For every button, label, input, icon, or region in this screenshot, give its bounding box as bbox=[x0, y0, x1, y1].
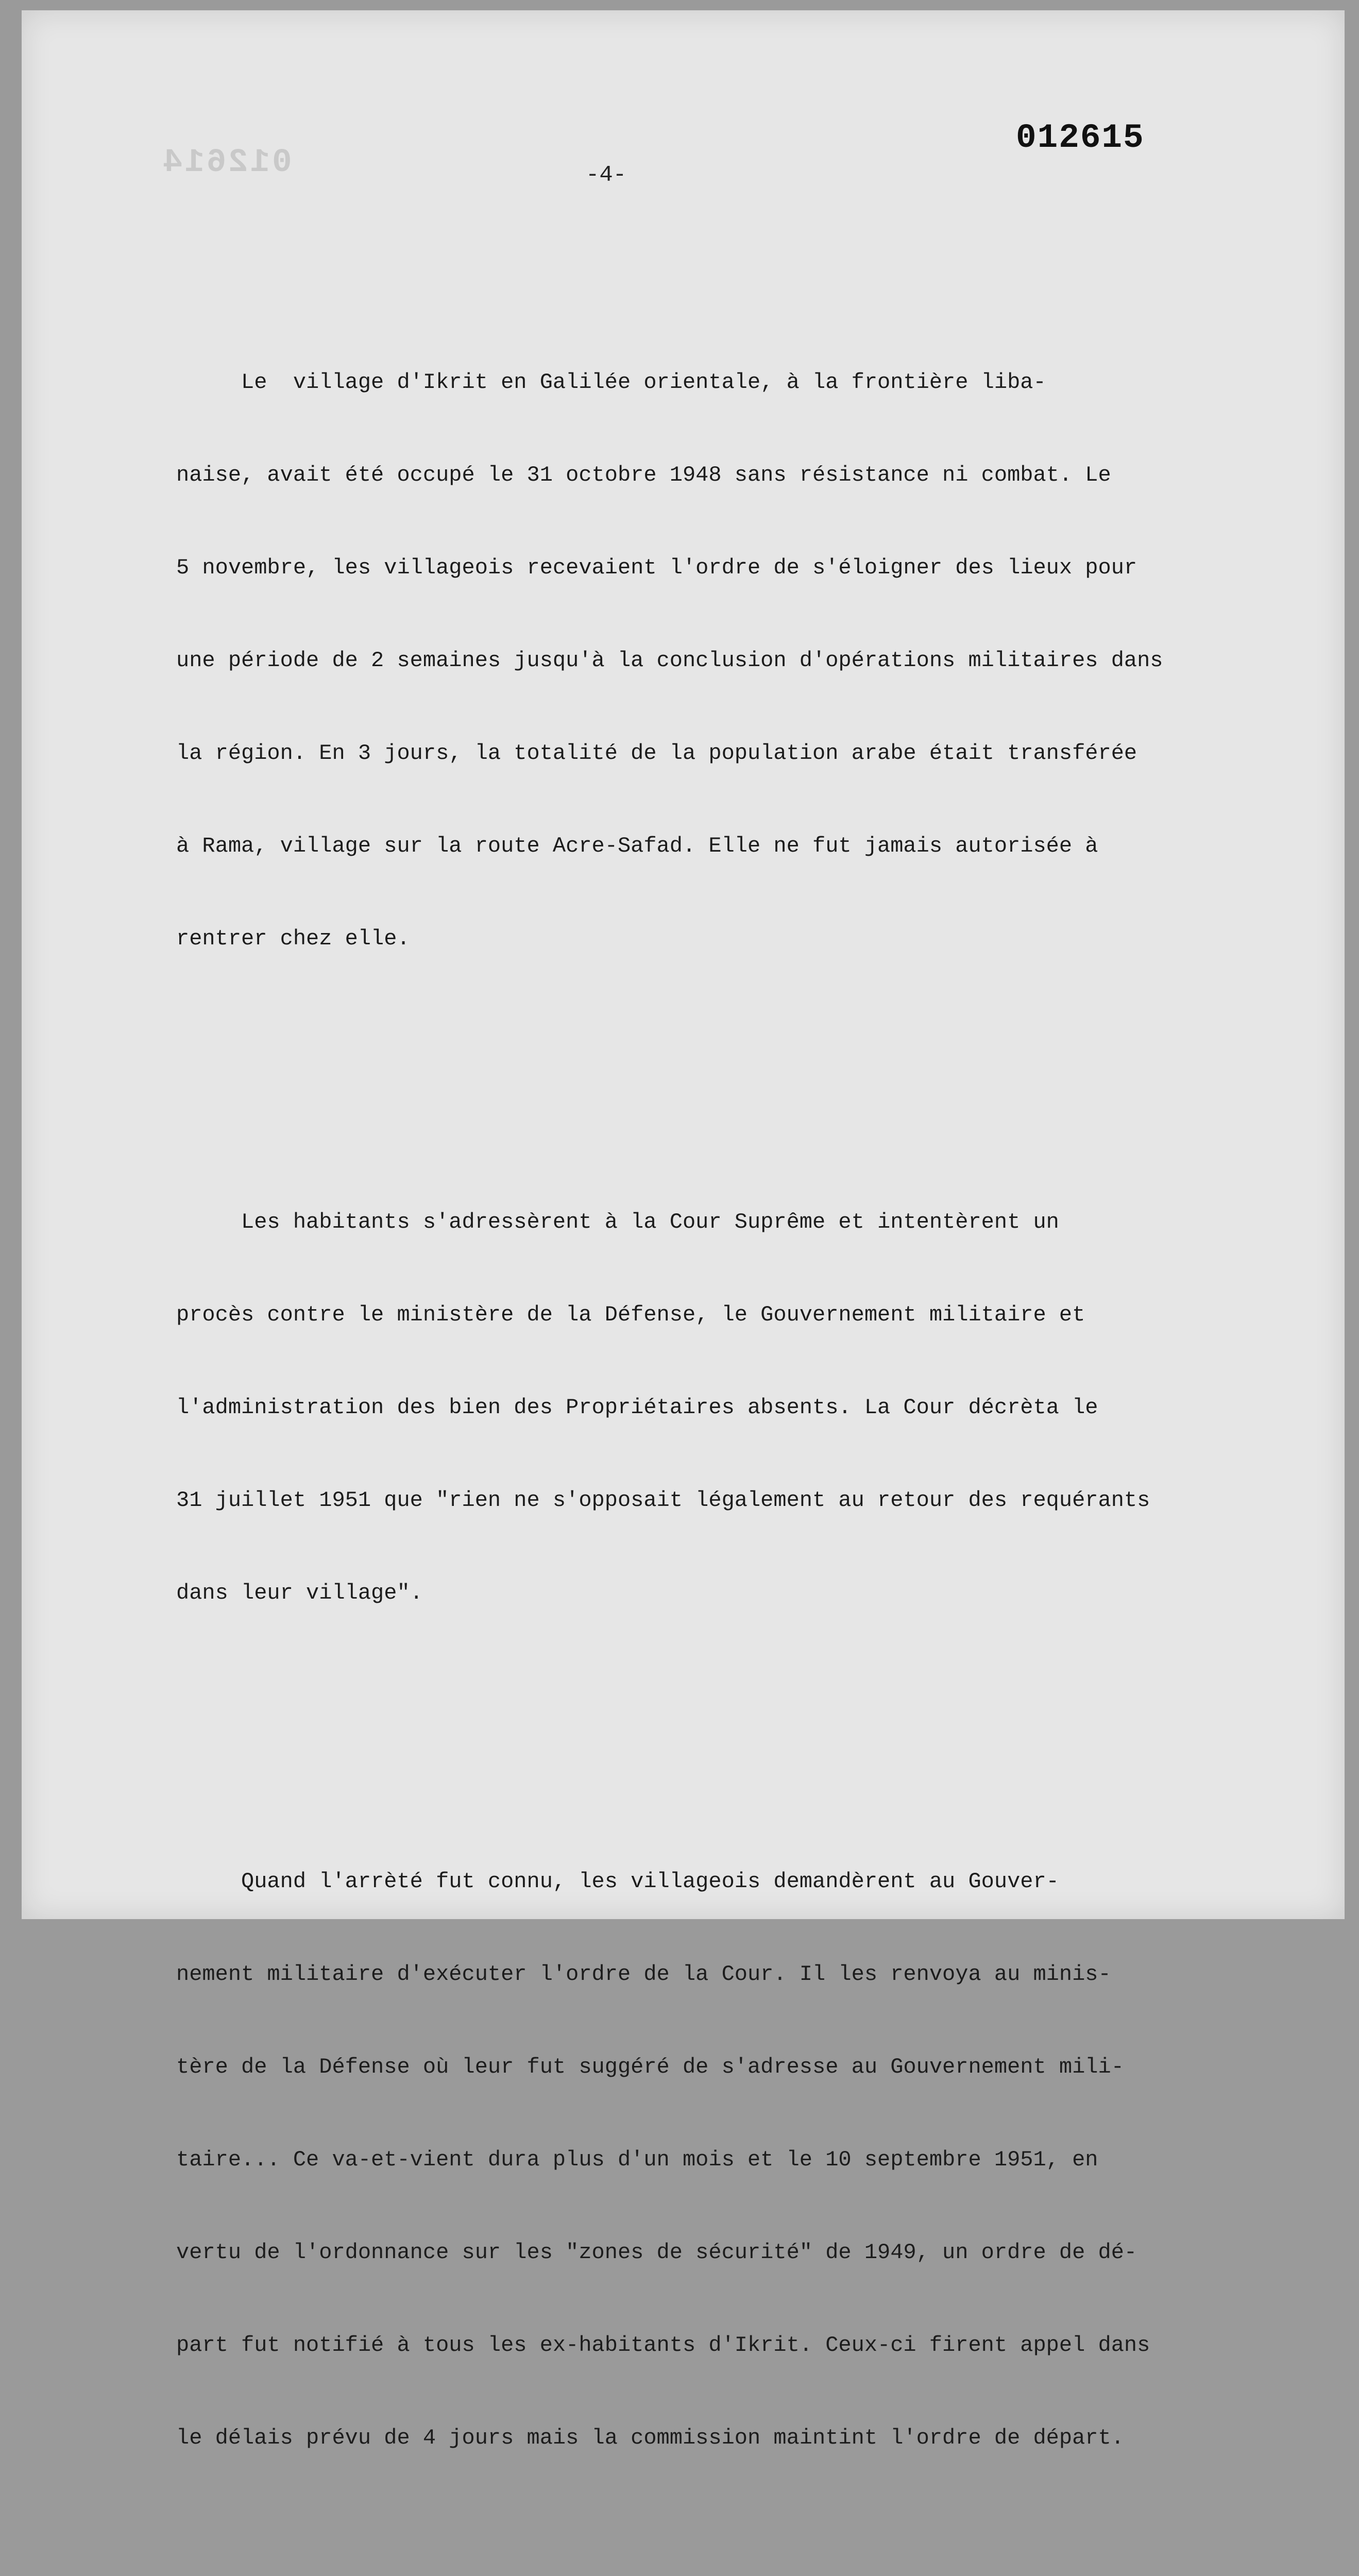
text-line: tère de la Défense où leur fut suggéré de s'adresse au Gouvernement mili- bbox=[176, 2055, 1124, 2079]
text-line: Le village d'Ikrit en Galilée orientale, à la frontière liba- bbox=[176, 370, 1046, 395]
text-line: naise, avait été occupé le 31 octobre 1948 sans résistance ni combat. Le bbox=[176, 463, 1111, 487]
text-line: nement militaire d'exécuter l'ordre de la Cour. Il les renvoya au minis- bbox=[176, 1962, 1111, 1987]
text-line: Quand l'arrèté fut connu, les villageois demandèrent au Gouver- bbox=[176, 1869, 1059, 1894]
text-line: le délais prévu de 4 jours mais la commission maintint l'ordre de départ. bbox=[176, 2426, 1124, 2450]
text-line: taire... Ce va-et-vient dura plus d'un mois et le 10 septembre 1951, en bbox=[176, 2147, 1098, 2172]
text-line: une période de 2 semaines jusqu'à la conclusion d'opérations militaires dans bbox=[176, 648, 1163, 673]
paragraph-supreme-court bbox=[176, 1145, 1217, 1670]
text-line: Les habitants s'adressèrent à la Cour Suprême et intentèrent un bbox=[176, 1210, 1059, 1234]
text-line: 5 novembre, les villageois recevaient l'ordre de s'éloigner des lieux pour bbox=[176, 555, 1137, 580]
document-number: 012615 bbox=[1016, 118, 1145, 157]
paragraph-ikrit-occupation bbox=[176, 305, 1217, 1016]
text-line: la région. En 3 jours, la totalité de la population arabe était transférée bbox=[176, 741, 1137, 766]
page-number: -4- bbox=[586, 162, 627, 188]
text-line: procès contre le ministère de la Défense, le Gouvernement militaire et bbox=[176, 1302, 1085, 1327]
text-line: part fut notifié à tous les ex-habitants d'Ikrit. Ceux-ci firent appel dans bbox=[176, 2333, 1150, 2358]
text-line: 31 juillet 1951 que "rien ne s'opposait légalement au retour des requérants bbox=[176, 1488, 1150, 1513]
text-line: à Rama, village sur la route Acre-Safad. Elle ne fut jamais autorisée à bbox=[176, 834, 1098, 858]
text-line: rentrer chez elle. bbox=[176, 926, 410, 951]
text-line: l'administration des bien des Propriétaires absents. La Cour décrèta le bbox=[176, 1395, 1098, 1420]
document-page bbox=[22, 10, 1345, 2450]
paragraph-military-government bbox=[176, 1804, 1217, 2515]
bleed-through-number: 012614 bbox=[161, 144, 292, 181]
text-line: dans leur village". bbox=[176, 1581, 423, 1605]
text-line: vertu de l'ordonnance sur les "zones de sécurité" de 1949, un ordre de dé- bbox=[176, 2240, 1137, 2265]
body-text bbox=[176, 243, 1217, 2576]
